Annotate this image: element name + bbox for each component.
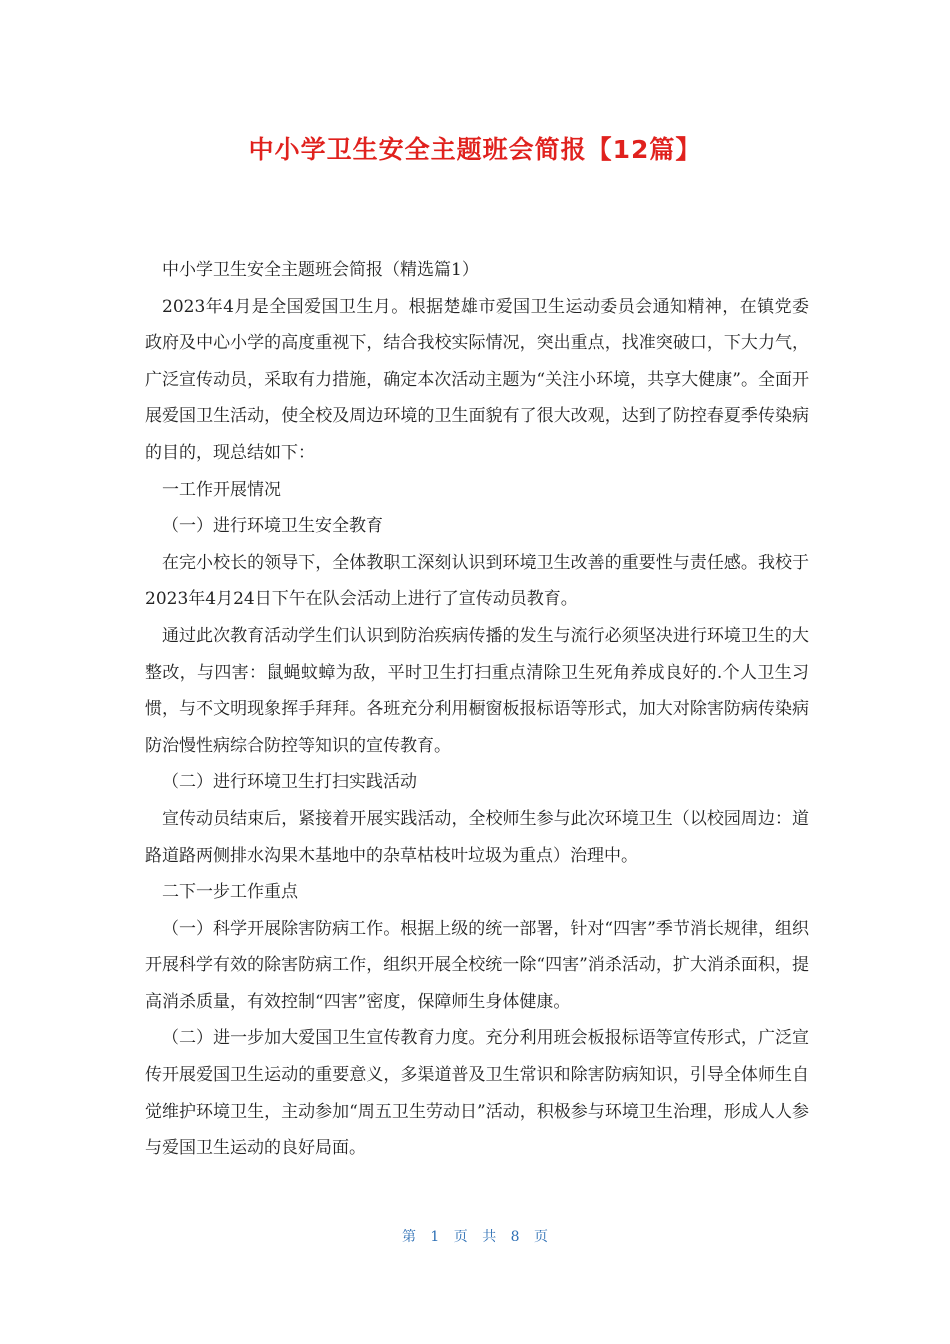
paragraph: （一）科学开展除害防病工作。根据上级的统一部署，针对“四害”季节消长规律，组织开展科学有效的除害防病工作，组织开展全校统一除“四害”消杀活动，扩大消杀面积，提高消杀质量，有效控制“四害”密度，保障师生身体健康。 — [145, 918, 809, 1012]
page-footer: 第 1 页 共 8 页 — [401, 1229, 549, 1245]
paragraph: 通过此次教育活动学生们认识到防治疾病传播的发生与流行必须坚决进行环境卫生的大整改，与四害：鼠蝇蚊蟑为敌，平时卫生打扫重点清除卫生死角养成良好的.个人卫生习惯，与不文明现象挥手拜拜。各班充分利用橱窗板报标语等形式，加大对除害防病传染病防治慢性病综合防控等知识的宣传教育。 — [145, 625, 809, 756]
section-heading: 一工作开展情况 — [162, 479, 281, 500]
document-body — [145, 252, 809, 1167]
section-heading: 二下一步工作重点 — [162, 882, 298, 903]
paragraph: 在完小校长的领导下，全体教职工深刻认识到环境卫生改善的重要性与责任感。我校于2023年4月24日下午在队会活动上进行了宣传动员教育。 — [145, 552, 809, 610]
document-title: 中小学卫生安全主题班会简报【12篇】 — [248, 135, 702, 164]
paragraph: 2023年4月是全国爱国卫生月。根据楚雄市爱国卫生运动委员会通知精神，在镇党委政府及中心小学的高度重视下，结合我校实际情况，突出重点，找准突破口，下大力气，广泛宣传动员，采取有力措施，确定本次活动主题为“关注小环境，共享大健康”。全面开展爱国卫生活动，使全校及周边环境的卫生面貌有了很大改观，达到了防控春夏季传染病的目的，现总结如下： — [145, 296, 809, 463]
paragraph: （二）进一步加大爱国卫生宣传教育力度。充分利用班会板报标语等宣传形式，广泛宣传开展爱国卫生运动的重要意义，多渠道普及卫生常识和除害防病知识，引导全体师生自觉维护环境卫生，主动参加“周五卫生劳动日”活动，积极参与环境卫生治理，形成人人参与爱国卫生运动的良好局面。 — [145, 1028, 809, 1159]
section-heading: 中小学卫生安全主题班会简报（精选篇1） — [162, 260, 479, 280]
paragraph: 宣传动员结束后，紧接着开展实践活动，全校师生参与此次环境卫生（以校园周边：道路道路两侧排水沟果木基地中的杂草枯枝叶垃圾为重点）治理中。 — [145, 808, 809, 866]
subsection-heading: （二）进行环境卫生打扫实践活动 — [162, 772, 417, 793]
subsection-heading: （一）进行环境卫生安全教育 — [162, 516, 383, 537]
